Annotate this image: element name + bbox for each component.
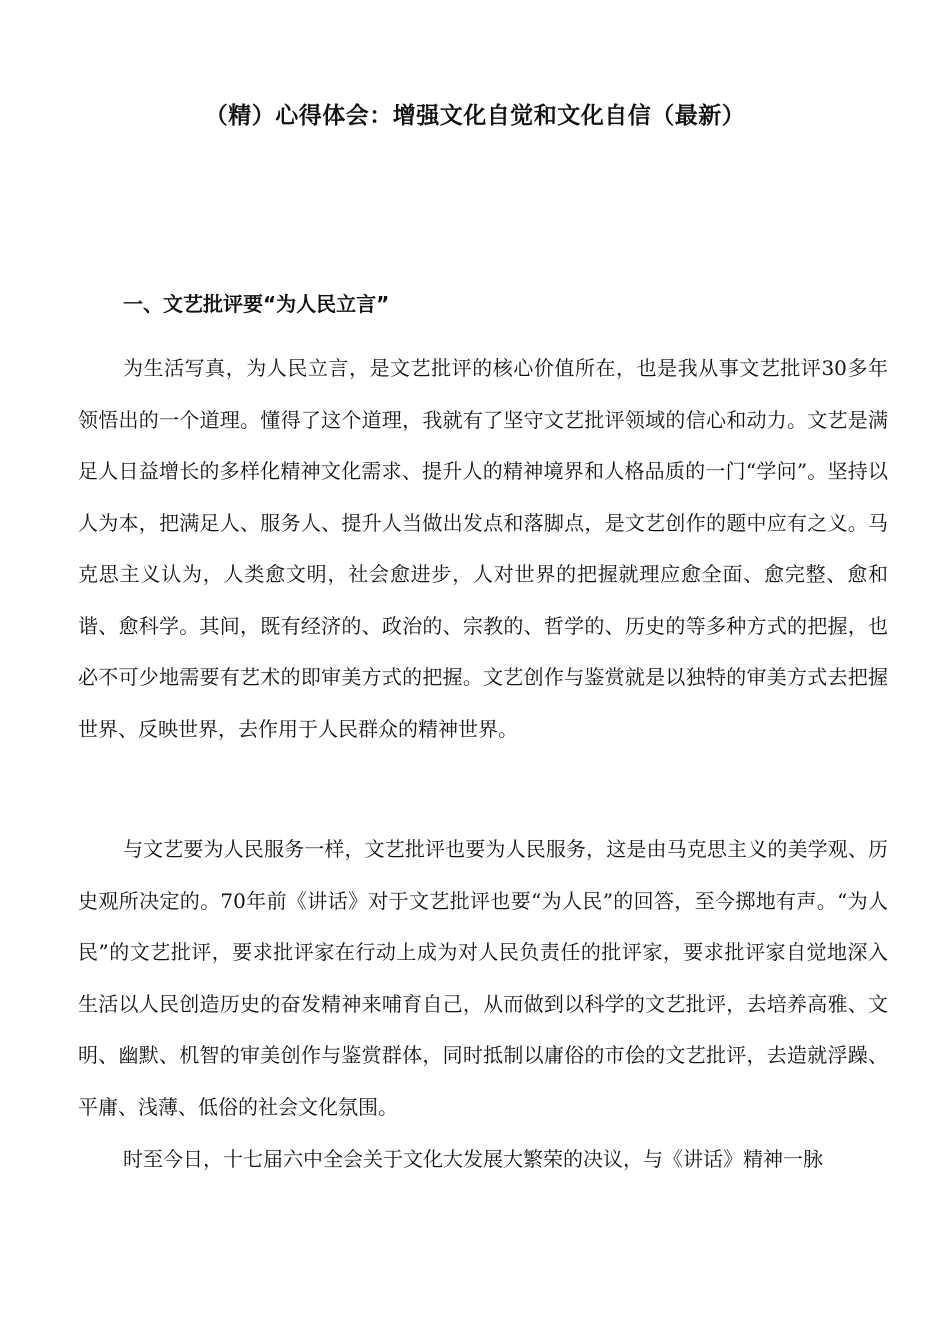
paragraph-2: 与文艺要为人民服务一样，文艺批评也要为人民服务，这是由马克思主义的美学观、历史观所决定的。70年前《讲话》对于文艺批评也要“为人民”的回答，至今掷地有声。“为人民”的文艺批评，要求批评家在行动上成为对人民负责任的批评家，要求批评家自觉地深入生活以人民创造历史的奋发精神来哺育自己，从而做到以科学的文艺批评，去培养高雅、文明、幽默、机智的审美创作与鉴赏群体，同时抵制以庸俗的市侩的文艺批评，去造就浮躁、平庸、浅薄、低俗的社会文化氛围。 (78, 837, 888, 1119)
document-title: （精）心得体会：增强文化自觉和文化自信（最新） (204, 103, 746, 129)
paragraph-1: 为生活写真，为人民立言，是文艺批评的核心价值所在，也是我从事文艺批评30多年领悟出的一个道理。懂得了这个道理，我就有了坚守文艺批评领域的信心和动力。文艺是满足人日益增长的多样化精神文化需求、提升人的精神境界和人格品质的一门“学问”。坚持以人为本，把满足人、服务人、提升人当做出发点和落脚点，是文艺创作的题中应有之义。马克思主义认为，人类愈文明，社会愈进步，人对世界的把握就理应愈全面、愈完整、愈和谐、愈科学。其间，既有经济的、政治的、宗教的、哲学的、历史的等多种方式的把握，也必不可少地需要有艺术的即审美方式的把握。文艺创作与鉴赏就是以独特的审美方式去把握世界、反映世界，去作用于人民群众的精神世界。 (78, 356, 888, 741)
paragraph-3: 时至今日，十七届六中全会关于文化大发展大繁荣的决议，与《讲话》精神一脉 (123, 1147, 823, 1171)
section-heading: 一、文艺批评要“为人民立言” (123, 292, 390, 316)
